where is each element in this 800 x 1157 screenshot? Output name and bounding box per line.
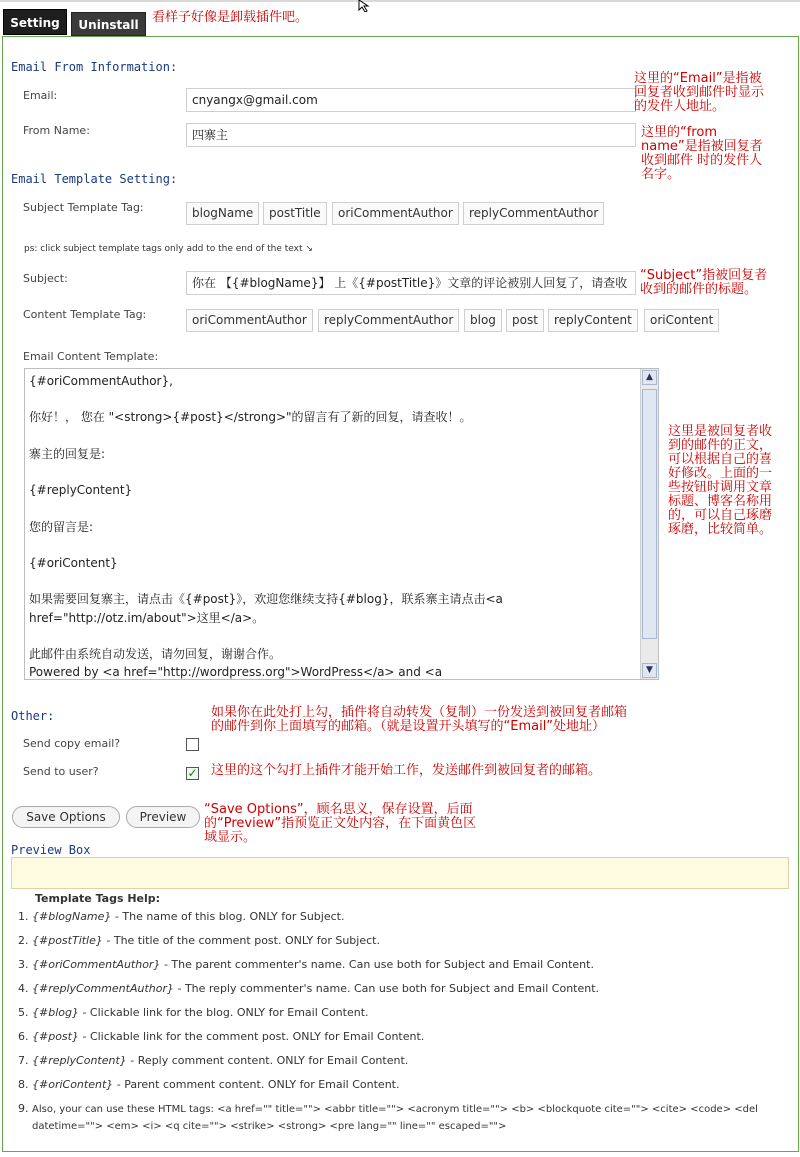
help-tag: {#replyContent} [32,1054,127,1067]
preview-box [11,857,789,889]
help-tag: {#postTitle} [32,934,103,947]
help-item [18,1005,369,1021]
email-field[interactable]: cnyangx@gmail.com [186,88,636,112]
help-desc: - The parent commenter's name. Can use both for Subject and Email Content. [160,958,594,971]
section-other: Other: [11,709,55,723]
content-tag-label: Content Template Tag: [23,308,147,321]
scroll-up-icon[interactable]: ▲ [642,370,657,385]
subject-tag-oricommentauthor-button[interactable]: oriCommentAuthor [332,202,459,225]
tab-uninstall[interactable]: Uninstall [71,12,146,36]
content-template-text: {#oriCommentAuthor}, 你好！， 您在 "<strong>{#post}</strong>"的留言有了新的回复，请查收！。 寨主的回复是: {#replyContent} 您的留言是: {#oriContent} 如果需要回复寨主，请点击《{#post}》，欢迎您继续支持{#blog}，联系寨主请点击<a href="http://otz.im/about">这里</a>。 此邮件由系统自动发送，请勿回复，谢谢合作。 Powered by <a href="http://wordpress.org">WordPress</a> and <a [29,374,503,680]
note-buttons: “Save Options”，顾名思义，保存设置，后面的“Preview”指预览正文处内容，在下面黄色区域显示。 [204,802,477,845]
help-num: 8. [18,1078,29,1091]
scroll-down-icon[interactable]: ▼ [642,663,657,678]
help-tag: {#post} [32,1030,79,1043]
content-tag-oricommentauthor-button[interactable]: oriCommentAuthor [186,309,313,332]
note-uninstall: 看样子好像是卸载插件吧。 [152,10,309,25]
scroll-thumb[interactable] [642,389,657,639]
help-num: 2. [18,934,29,947]
preview-button[interactable]: Preview [126,806,200,828]
help-num: 9. [18,1102,29,1115]
help-num: 5. [18,1006,29,1019]
help-item [18,1053,408,1069]
help-desc: Also, your can use these HTML tags: <a href="" title=""> <abbr title=""> <acronym title=""> <b> <blockquote cite=""> <cite> <code> <del [32,1104,758,1115]
help-tag: {#blogName} [32,910,112,923]
help-desc: - Clickable link for the blog. ONLY for Email Content. [78,1006,369,1019]
help-desc: - Parent comment content. ONLY for Email Content. [113,1078,400,1091]
help-num: 1. [18,910,29,923]
content-tag-replycontent-button[interactable]: replyContent [548,309,638,332]
save-options-button[interactable]: Save Options [12,806,120,828]
content-tag-oricontent-button[interactable]: oriContent [644,309,719,332]
note-from-name: 这里的“from name”是指被回复者收到邮件 时的发件人名字。 [641,125,763,182]
ps-note-text: ps: click subject template tags only add to the end of the text [24,244,303,254]
section-email-from: Email From Information: [11,60,178,74]
section-email-template: Email Template Setting: [11,172,178,186]
content-tag-blog-button[interactable]: blog [464,309,502,332]
note-copy-email: 如果你在此处打上勾，插件将自动转发（复制）一份发送到被回复者邮箱的邮件到你上面填写的邮箱。（就是设置开头填写的“Email”处地址） [211,705,628,734]
help-desc: - The reply commenter's name. Can use both for Subject and Email Content. [173,982,600,995]
subject-tag-blogname-button[interactable]: blogName [186,202,259,225]
send-copy-label: Send copy email? [23,737,121,750]
section-preview: Preview Box [11,843,91,857]
help-title: Template Tags Help: [35,892,161,905]
subject-tag-label: Subject Template Tag: [23,201,144,214]
tab-setting[interactable]: Setting [3,9,67,35]
note-subject: “Subject”指被回复者收到的邮件的标题。 [640,268,768,297]
help-tag: {#blog} [32,1006,79,1019]
help-item [18,957,594,973]
note-content: 这里是被回复者收到的邮件的正文，可以根据自己的喜好修改。上面的一些按钮时调用文章标题、博客名称用的，可以自己琢磨琢磨，比较简单。 [668,424,773,537]
help-desc: - Reply comment content. ONLY for Email Content. [126,1054,409,1067]
ps-note [24,244,313,254]
help-item [18,933,380,949]
content-tag-replycommentauthor-button[interactable]: replyCommentAuthor [318,309,459,332]
send-user-label: Send to user? [23,765,99,778]
content-template-textarea[interactable] [24,368,659,680]
help-desc: - The name of this blog. ONLY for Subject. [111,910,345,923]
help-num: 4. [18,982,29,995]
from-name-label: From Name: [23,124,90,137]
send-copy-checkbox[interactable] [186,738,199,751]
send-user-checkbox[interactable] [186,767,199,780]
checkmark-icon: ✓ [187,766,198,780]
help-item [18,1077,399,1093]
vertical-scrollbar[interactable] [640,369,658,679]
help-item [18,909,344,925]
content-tag-post-button[interactable]: post [506,309,544,332]
content-template-label: Email Content Template: [23,350,159,363]
subject-tag-posttitle-button[interactable]: postTitle [263,202,327,225]
email-label: Email: [23,89,58,102]
help-desc: datetime=""> <em> <i> <q cite=""> <strike> <strong> <pre lang="" line="" escaped=""> [32,1121,507,1132]
help-item [18,1029,424,1045]
help-desc: - The title of the comment post. ONLY for Subject. [102,934,380,947]
help-num: 7. [18,1054,29,1067]
subject-tag-replycommentauthor-button[interactable]: replyCommentAuthor [463,202,604,225]
arrow-down-right-icon: ↘ [305,244,313,254]
help-item [18,1101,788,1135]
help-tag: {#oriCommentAuthor} [32,958,161,971]
note-send-user: 这里的这个勾打上插件才能开始工作，发送邮件到被回复者的邮箱。 [211,763,602,778]
from-name-field[interactable]: 四寨主 [186,123,636,147]
subject-field[interactable]: 你在 【{#blogName}】 上《{#postTitle}》文章的评论被别人回复了，请查收 [186,271,636,295]
help-num: 6. [18,1030,29,1043]
note-email: 这里的“Email”是指被回复者收到邮件时显示的发件人地址。 [634,71,765,114]
help-tag: {#oriContent} [32,1078,114,1091]
mouse-cursor-icon [358,0,370,12]
help-item [18,981,599,997]
help-num: 3. [18,958,29,971]
help-desc: - Clickable link for the comment post. ONLY for Email Content. [78,1030,425,1043]
help-tag: {#replyCommentAuthor} [32,982,174,995]
top-border [0,0,800,2]
subject-label: Subject: [23,272,68,285]
